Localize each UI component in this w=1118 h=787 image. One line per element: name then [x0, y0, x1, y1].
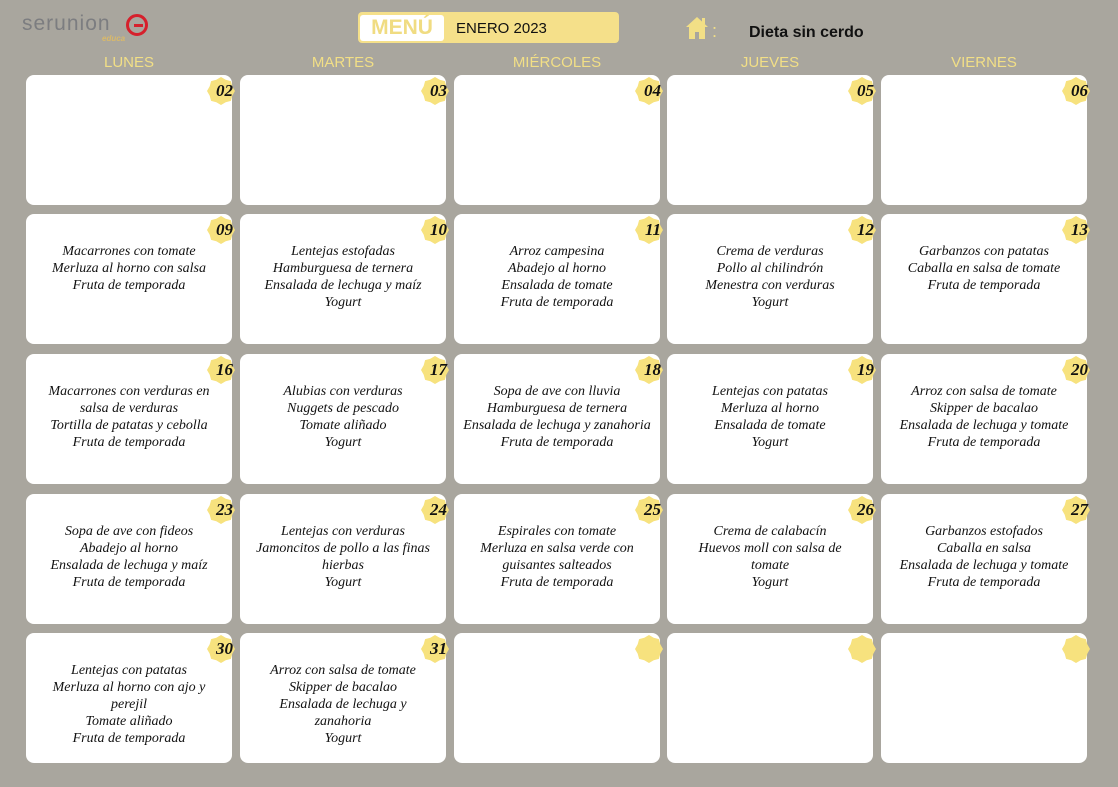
meal-list — [458, 383, 656, 451]
meal-item: Yogurt — [751, 295, 789, 310]
day-number: 19 — [857, 360, 874, 379]
meal-item: Fruta de temporada — [927, 435, 1041, 450]
day-badge — [1061, 495, 1091, 525]
day-cell — [240, 214, 446, 344]
meal-item: Huevos moll con salsa de — [698, 541, 842, 556]
meal-item: zanahoria — [314, 714, 372, 729]
day-number: 10 — [430, 220, 447, 239]
meal-item: Jamoncitos de pollo a las finas — [256, 541, 430, 556]
day-cell — [26, 75, 232, 205]
meal-item: Garbanzos con patatas — [919, 244, 1049, 259]
day-number: 26 — [857, 500, 874, 519]
meal-item: Abadejo al horno — [80, 541, 178, 556]
meal-item: Yogurt — [751, 435, 789, 450]
diet-label: Dieta sin cerdo — [749, 24, 864, 41]
menu-month: ENERO 2023 — [456, 20, 547, 37]
meal-item: Tortilla de patatas y cebolla — [50, 418, 208, 433]
day-badge — [634, 215, 664, 245]
day-cell — [26, 214, 232, 344]
weekday-4: VIERNES — [951, 54, 1017, 71]
meal-item: Fruta de temporada — [927, 278, 1041, 293]
meal-list — [244, 662, 442, 747]
meal-list — [244, 523, 442, 591]
day-cell — [26, 354, 232, 484]
day-badge — [206, 76, 236, 106]
day-number: 30 — [216, 639, 233, 658]
day-cell — [454, 494, 660, 624]
day-badge — [1061, 76, 1091, 106]
day-cell — [454, 75, 660, 205]
meal-list — [30, 243, 228, 294]
meal-item: Abadejo al horno — [508, 261, 606, 276]
weekday-0: LUNES — [103, 54, 155, 71]
meal-item: Sopa de ave con fideos — [64, 524, 194, 539]
meal-item: Fruta de temporada — [500, 575, 614, 590]
day-cell — [240, 354, 446, 484]
weekday-2: MIÉRCOLES — [512, 54, 602, 71]
day-number: 02 — [216, 81, 233, 100]
meal-item: Merluza al horno con salsa — [52, 261, 206, 276]
day-cell — [881, 633, 1087, 763]
serunion-logo — [22, 12, 162, 42]
meal-item: Arroz con salsa de tomate — [911, 384, 1057, 399]
day-number: 20 — [1071, 360, 1088, 379]
day-number: 24 — [430, 500, 447, 519]
day-badge — [634, 355, 664, 385]
meal-item: Pollo al chilindrón — [716, 261, 824, 276]
day-number: 09 — [216, 220, 233, 239]
meal-list — [885, 383, 1083, 451]
meal-item: Espirales con tomate — [497, 524, 617, 539]
meal-item: Merluza al horno con ajo y — [52, 680, 206, 695]
meal-item: Ensalada de tomate — [714, 418, 826, 433]
meal-item: Lentejas con patatas — [712, 384, 828, 399]
meal-item: Skipper de bacalao — [288, 680, 398, 695]
meal-item: Fruta de temporada — [500, 295, 614, 310]
day-number: 13 — [1071, 220, 1088, 239]
meal-item: salsa de verduras — [79, 401, 179, 416]
meal-item: Tomate aliñado — [85, 714, 173, 729]
logo-text: serunion — [22, 12, 111, 35]
meal-item: Fruta de temporada — [927, 575, 1041, 590]
day-cell — [454, 633, 660, 763]
weekday-1: MARTES — [311, 54, 375, 71]
home-icon — [684, 14, 720, 42]
day-badge — [420, 634, 450, 664]
meal-item: Caballa en salsa de tomate — [907, 261, 1061, 276]
meal-item: Macarrones con verduras en — [48, 384, 210, 399]
meal-item: Lentejas con patatas — [71, 663, 187, 678]
day-badge — [847, 215, 877, 245]
meal-list — [458, 243, 656, 311]
meal-item: Lentejas con verduras — [281, 524, 405, 539]
meal-item: Skipper de bacalao — [929, 401, 1039, 416]
day-cell — [667, 494, 873, 624]
day-number: 31 — [430, 639, 447, 658]
meal-item: Yogurt — [324, 731, 362, 746]
meal-item: Nuggets de pescado — [287, 401, 399, 416]
day-badge — [206, 634, 236, 664]
day-cell — [881, 214, 1087, 344]
meal-item: Fruta de temporada — [72, 575, 186, 590]
meal-list — [30, 383, 228, 451]
meal-item: Yogurt — [324, 435, 362, 450]
meal-list — [458, 523, 656, 591]
day-number: 25 — [644, 500, 661, 519]
menu-label: MENÚ — [360, 15, 444, 41]
day-number: 27 — [1071, 500, 1088, 519]
meal-list — [671, 523, 869, 591]
day-badge — [847, 495, 877, 525]
day-number: 12 — [857, 220, 874, 239]
day-badge — [847, 355, 877, 385]
home-colon: : — [712, 21, 718, 41]
meal-item: Hamburguesa de ternera — [486, 401, 628, 416]
day-badge — [206, 495, 236, 525]
day-cell — [240, 75, 446, 205]
meal-item: perejil — [110, 697, 148, 712]
day-badge — [206, 355, 236, 385]
meal-item: Ensalada de lechuga y tomate — [899, 558, 1069, 573]
meal-item: Ensalada de lechuga y maíz — [264, 278, 422, 293]
meal-item: Fruta de temporada — [72, 278, 186, 293]
meal-list — [30, 662, 228, 747]
meal-item: Ensalada de lechuga y — [279, 697, 407, 712]
day-badge — [1061, 634, 1091, 664]
day-cell — [240, 494, 446, 624]
meal-item: Arroz con salsa de tomate — [270, 663, 416, 678]
logo-subtext: educa — [102, 34, 126, 43]
meal-item: Yogurt — [751, 575, 789, 590]
meal-item: Tomate aliñado — [299, 418, 387, 433]
meal-list — [885, 243, 1083, 294]
meal-list — [671, 243, 869, 311]
day-cell — [881, 354, 1087, 484]
meal-item: guisantes salteados — [502, 558, 612, 573]
meal-item: Fruta de temporada — [72, 435, 186, 450]
day-badge — [420, 215, 450, 245]
day-badge — [634, 495, 664, 525]
meal-item: hierbas — [322, 558, 364, 573]
meal-item: Ensalada de lechuga y zanahoria — [463, 418, 651, 433]
day-badge — [1061, 355, 1091, 385]
day-cell — [881, 494, 1087, 624]
meal-item: Menestra con verduras — [705, 278, 835, 293]
day-cell — [667, 354, 873, 484]
meal-list — [244, 383, 442, 451]
meal-item: Hamburguesa de ternera — [272, 261, 414, 276]
day-badge — [206, 215, 236, 245]
menu-title-box — [358, 12, 619, 43]
meal-list — [885, 523, 1083, 591]
meal-item: Fruta de temporada — [72, 731, 186, 746]
day-badge — [634, 76, 664, 106]
meal-list — [671, 383, 869, 451]
day-cell — [881, 75, 1087, 205]
meal-item: Yogurt — [324, 575, 362, 590]
day-number: 04 — [644, 81, 661, 100]
meal-item: Lentejas estofadas — [291, 244, 395, 259]
meal-list — [244, 243, 442, 311]
logo-mark-icon — [126, 14, 148, 36]
day-cell — [667, 633, 873, 763]
meal-item: Crema de verduras — [716, 244, 824, 259]
day-number: 17 — [430, 360, 447, 379]
meal-item: Arroz campesina — [509, 244, 605, 259]
meal-item: Fruta de temporada — [500, 435, 614, 450]
day-cell — [454, 214, 660, 344]
meal-item: Caballa en salsa — [936, 541, 1032, 556]
day-number: 05 — [857, 81, 874, 100]
meal-item: Ensalada de lechuga y tomate — [899, 418, 1069, 433]
day-cell — [26, 633, 232, 763]
day-number: 23 — [216, 500, 233, 519]
meal-list — [30, 523, 228, 591]
meal-item: Alubias con verduras — [283, 384, 403, 399]
day-cell — [667, 75, 873, 205]
day-number: 18 — [644, 360, 661, 379]
day-number: 06 — [1071, 81, 1088, 100]
day-badge — [420, 355, 450, 385]
meal-item: Merluza al horno — [721, 401, 819, 416]
day-cell — [454, 354, 660, 484]
meal-item: Yogurt — [324, 295, 362, 310]
header — [0, 0, 1118, 52]
day-cell — [26, 494, 232, 624]
day-number: 11 — [644, 220, 661, 239]
day-cell — [667, 214, 873, 344]
day-badge — [847, 634, 877, 664]
day-badge — [420, 76, 450, 106]
meal-item: Ensalada de lechuga y maíz — [50, 558, 208, 573]
meal-item: Crema de calabacín — [713, 524, 827, 539]
meal-item: Sopa de ave con lluvia — [493, 384, 621, 399]
meal-item: Garbanzos estofados — [925, 524, 1043, 539]
day-badge — [420, 495, 450, 525]
day-badge — [1061, 215, 1091, 245]
day-number: 03 — [430, 81, 447, 100]
meal-item: tomate — [750, 558, 790, 573]
day-badge — [634, 634, 664, 664]
weekday-3: JUEVES — [740, 54, 800, 71]
day-badge — [847, 76, 877, 106]
meal-item: Macarrones con tomate — [62, 244, 196, 259]
meal-item: Merluza en salsa verde con — [480, 541, 634, 556]
day-number: 16 — [216, 360, 233, 379]
meal-item: Ensalada de tomate — [501, 278, 613, 293]
day-cell — [240, 633, 446, 763]
